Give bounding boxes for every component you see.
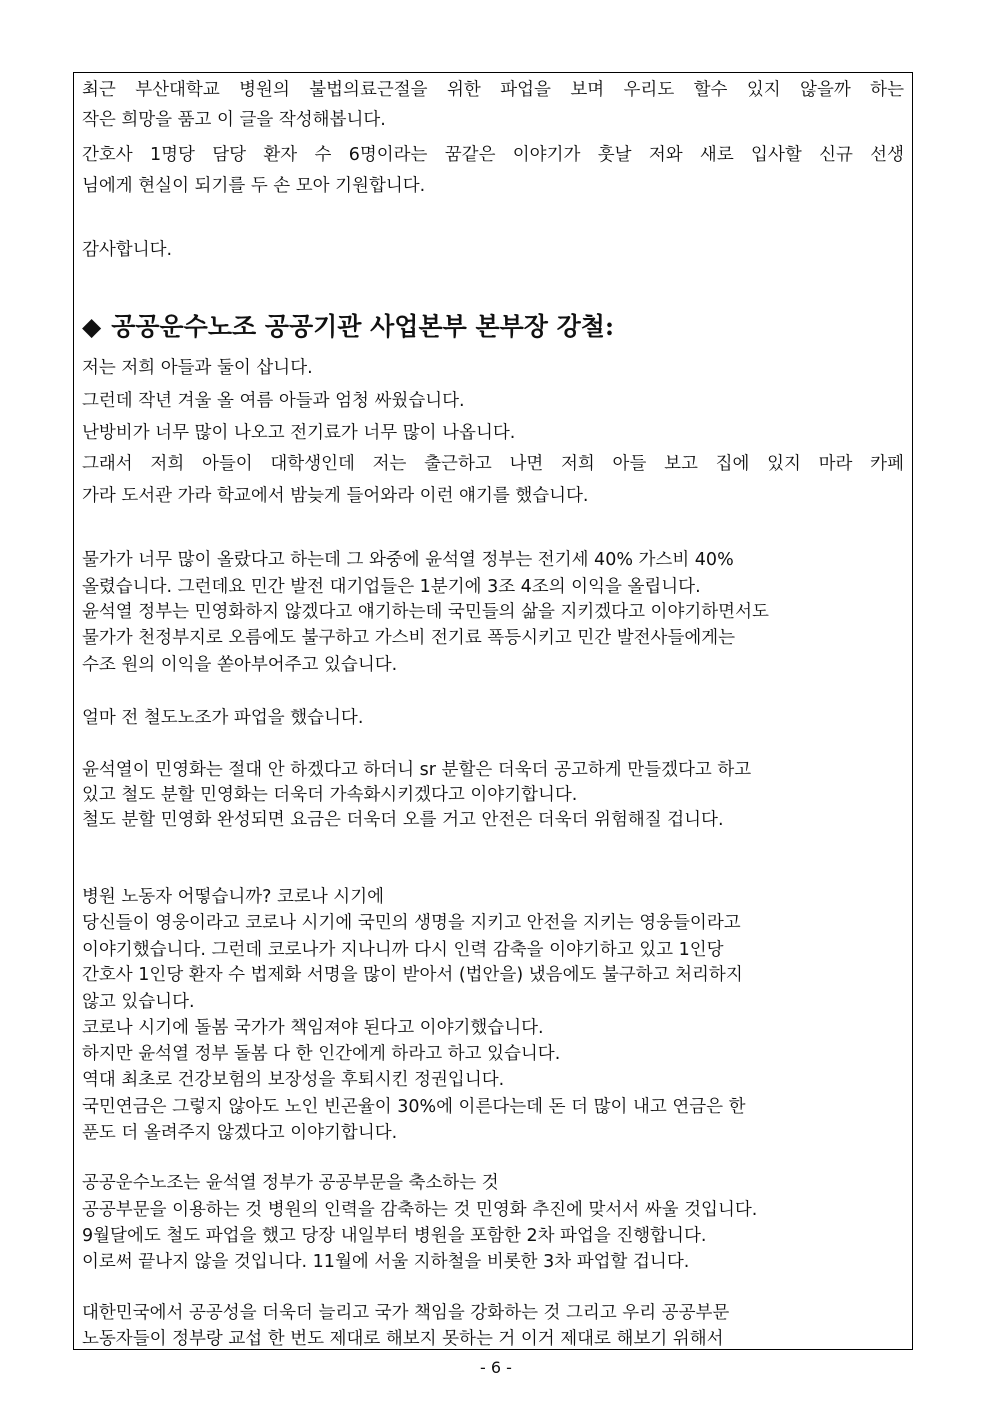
paragraph-line: 당신들이 영웅이라고 코로나 시기에 국민의 생명을 지키고 안전을 지키는 영웅들이라고 — [82, 913, 741, 933]
paragraph-line: 올렸습니다. 그런데요 민간 발전 대기업들은 1분기에 3조 4조의 이익을 올립니다. — [82, 577, 701, 597]
paragraph-line: 있고 철도 분할 민영화는 더욱더 가속화시키겠다고 이야기합니다. — [82, 785, 578, 805]
paragraph-line: 공공운수노조는 윤석열 정부가 공공부문을 축소하는 것 — [82, 1173, 499, 1193]
paragraph-line: 님에게 현실이 되기를 두 손 모아 기원합니다. — [82, 176, 426, 196]
paragraph-line: 않고 있습니다. — [82, 992, 195, 1012]
paragraph-line: 코로나 시기에 돌봄 국가가 책임져야 된다고 이야기했습니다. — [82, 1018, 544, 1038]
paragraph-line: 수조 원의 이익을 쏟아부어주고 있습니다. — [82, 655, 398, 675]
paragraph-line: 작은 희망을 품고 이 글을 작성해봅니다. — [82, 110, 386, 130]
paragraph-line: 대한민국에서 공공성을 더욱더 늘리고 국가 책임을 강화하는 것 그리고 우리 공공부문 — [82, 1303, 730, 1323]
paragraph-line: 간호사 1인당 환자 수 법제화 서명을 많이 받아서 (법안을) 냈음에도 불구하고 처리하지 — [82, 965, 743, 985]
paragraph-line: 저는 저희 아들과 둘이 삽니다. — [82, 358, 313, 378]
paragraph-line: 이야기했습니다. 그런데 코로나가 지나니까 다시 인력 감축을 이야기하고 있고 1인당 — [82, 940, 724, 960]
paragraph-line: 병원 노동자 어떻습니까? 코로나 시기에 — [82, 887, 385, 907]
paragraph-line: 노동자들이 정부랑 교섭 한 번도 제대로 해보지 못하는 거 이거 제대로 해보기 위해서 — [82, 1329, 724, 1349]
paragraph-line: 그래서 저희 아들이 대학생인데 저는 출근하고 나면 저희 아들 보고 집에 있지 마라 카페 — [82, 454, 904, 474]
paragraph-line: 그런데 작년 겨울 올 여름 아들과 엄청 싸웠습니다. — [82, 391, 465, 411]
paragraph-line: 감사합니다. — [82, 240, 173, 260]
paragraph-line: 푼도 더 올려주지 않겠다고 이야기합니다. — [82, 1123, 398, 1143]
paragraph-line: 가라 도서관 가라 학교에서 밤늦게 들어와라 이런 얘기를 했습니다. — [82, 486, 589, 506]
paragraph-line: 얼마 전 철도노조가 파업을 했습니다. — [82, 708, 364, 728]
paragraph-line: 역대 최초로 건강보험의 보장성을 후퇴시킨 정권입니다. — [82, 1070, 505, 1090]
paragraph-line: 물가가 너무 많이 올랐다고 하는데 그 와중에 윤석열 정부는 전기세 40% 가스비 40% — [82, 550, 734, 570]
paragraph-line: 윤석열 정부는 민영화하지 않겠다고 얘기하는데 국민들의 삶을 지키겠다고 이야기하면서도 — [82, 602, 769, 622]
section-heading — [82, 307, 614, 343]
diamond-bullet-icon: ◆ — [82, 312, 102, 341]
paragraph-line: 9월달에도 철도 파업을 했고 당장 내일부터 병원을 포함한 2차 파업을 진행합니다. — [82, 1226, 707, 1246]
page-number: - 6 - — [480, 1358, 512, 1377]
paragraph-line: 하지만 윤석열 정부 돌봄 다 한 인간에게 하라고 하고 있습니다. — [82, 1044, 561, 1064]
section-title: 공공운수노조 공공기관 사업본부 본부장 강철: — [111, 312, 615, 341]
paragraph-line: 최근 부산대학교 병원의 불법의료근절을 위한 파업을 보며 우리도 할수 있지 않을까 하는 — [82, 80, 904, 100]
paragraph-line: 난방비가 너무 많이 나오고 전기료가 너무 많이 나옵니다. — [82, 423, 516, 443]
paragraph-line: 국민연금은 그렇지 않아도 노인 빈곤율이 30%에 이른다는데 돈 더 많이 내고 연금은 한 — [82, 1097, 746, 1117]
paragraph-line: 물가가 천정부지로 오름에도 불구하고 가스비 전기료 폭등시키고 민간 발전사들에게는 — [82, 628, 736, 648]
paragraph-line: 공공부문을 이용하는 것 병원의 인력을 감축하는 것 민영화 추진에 맞서서 싸울 것입니다. — [82, 1200, 758, 1220]
paragraph-line: 이로써 끝나지 않을 것입니다. 11월에 서울 지하철을 비롯한 3차 파업할 겁니다. — [82, 1252, 690, 1272]
paragraph-line: 철도 분할 민영화 완성되면 요금은 더욱더 오를 거고 안전은 더욱더 위험해질 겁니다. — [82, 810, 724, 830]
paragraph-line: 윤석열이 민영화는 절대 안 하겠다고 하더니 sr 분할은 더욱더 공고하게 만들겠다고 하고 — [82, 760, 752, 780]
paragraph-line: 간호사 1명당 담당 환자 수 6명이라는 꿈같은 이야기가 훗날 저와 새로 입사할 신규 선생 — [82, 145, 904, 165]
